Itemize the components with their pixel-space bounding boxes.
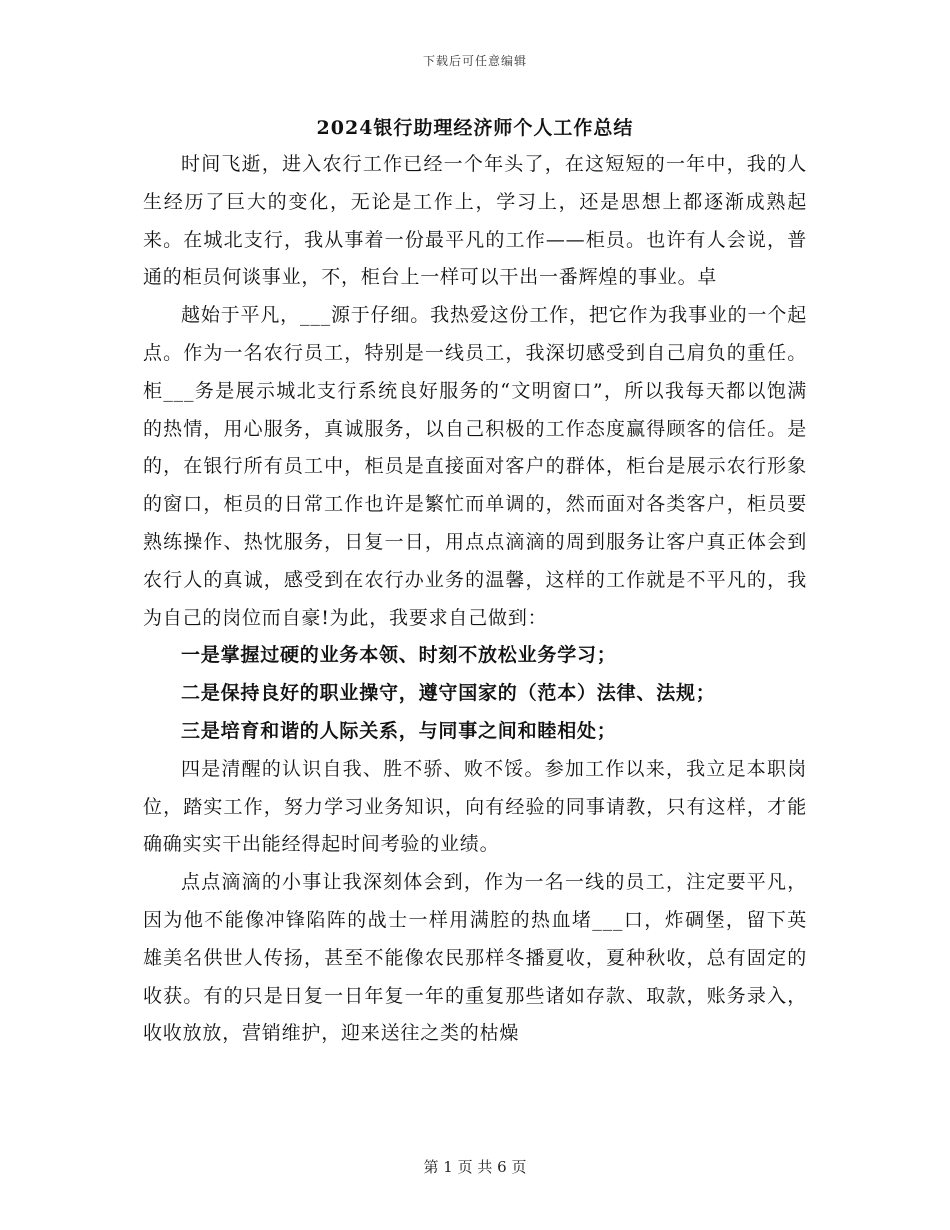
requirement-item-3: 三是培育和谐的人际关系，与同事之间和睦相处； [181, 719, 617, 742]
requirement-item-4: 四是清醒的认识自我、胜不骄、败不馁。参加工作以来，我立足本职岗位，踏实工作，努力学习业务知识，向有经验的同事请教，只有这样，才能确确实实干出能经得起时间考验的业绩。 [143, 757, 807, 856]
paragraph-intro: 时间飞逝，进入农行工作已经一个年头了，在这短短的一年中，我的人生经历了巨大的变化，无论是工作上，学习上，还是思想上都逐渐成熟起来。在城北支行，我从事着一份最平凡的工作——柜员。也许有人会说，普通的柜员何谈事业，不，柜台上一样可以干出一番辉煌的事业。卓 [143, 153, 807, 289]
paragraph-work: 越始于平凡，___源于仔细。我热爱这份工作，把它作为我事业的一个起点。作为一名农行员工，特别是一线员工，我深切感受到自己肩负的重任。柜___务是展示城北支行系统良好服务的“文明窗口”，所以我每天都以饱满的热情，用心服务，真诚服务，以自己积极的工作态度赢得顾客的信任。是的，在银行所有员工中，柜员是直接面对客户的群体，柜台是展示农行形象的窗口，柜员的日常工作也许是繁忙而单调的，然而面对各类客户，柜员要熟练操作、热忱服务，日复一日，用点点滴滴的周到服务让客户真正体会到农行人的真诚，感受到在农行办业务的温馨，这样的工作就是不平凡的，我为自己的岗位而自豪!为此，我要求自己做到： [143, 304, 807, 629]
requirement-item-2: 二是保持良好的职业操守，遵守国家的（范本）法律、法规； [181, 682, 716, 705]
page-indicator: 第 1 页 共 6 页 [423, 1158, 527, 1176]
document-body [143, 110, 807, 1053]
header-note: 下载后可任意编辑 [422, 54, 527, 68]
paragraph-reflection: 点点滴滴的小事让我深刻体会到，作为一名一线的员工，注定要平凡，因为他不能像冲锋陷阵的战士一样用满腔的热血堵___口，炸碉堡，留下英雄美名供世人传扬，甚至不能像农民那样冬播夏收，夏种秋收，总有固定的收获。有的只是日复一日年复一年的重复那些诸如存款、取款，账务录入，收收放放，营销维护，迎来送往之类的枯燥 [143, 871, 807, 1045]
document-title: 2024银行助理经济师个人工作总结 [316, 117, 634, 139]
requirement-item-1: 一是掌握过硬的业务本领、时刻不放松业务学习； [181, 644, 617, 667]
